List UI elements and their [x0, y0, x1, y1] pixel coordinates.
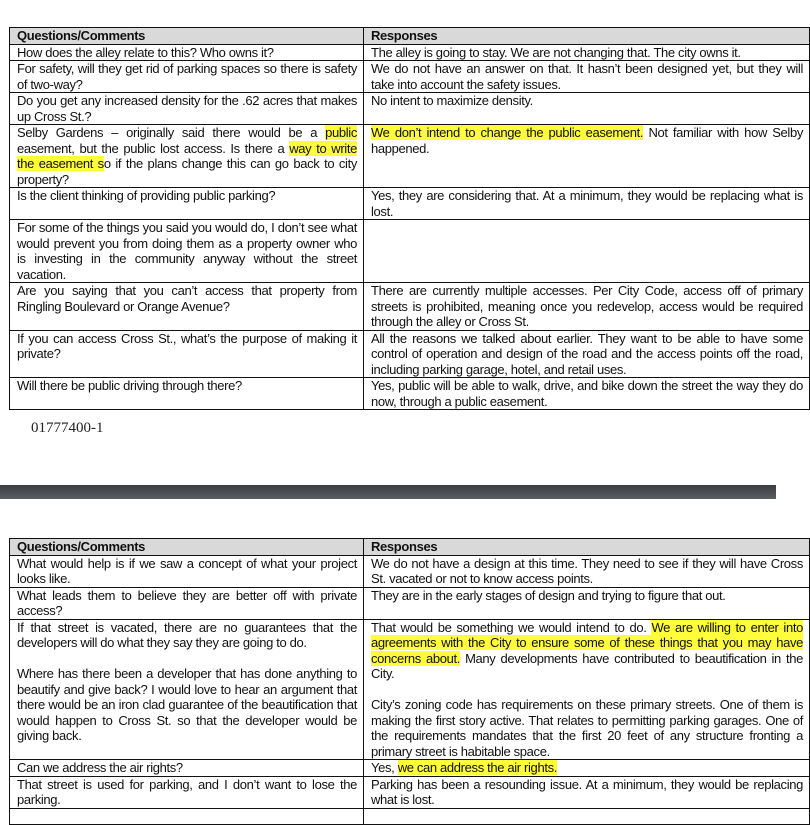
paragraph — [371, 220, 803, 236]
response-cell — [364, 220, 810, 283]
paragraph — [17, 93, 357, 124]
question-cell — [10, 760, 364, 777]
paragraph — [17, 61, 357, 92]
question-cell — [10, 44, 364, 61]
table-row — [10, 619, 810, 760]
response-cell — [364, 125, 810, 188]
qa-table-page-1 — [9, 27, 810, 410]
highlighted-text: We are willing to enter into agreements with the City to ensure some of these things that you may have concerns about. — [371, 619, 803, 666]
paragraph — [371, 331, 803, 378]
text-segment: Will there be public driving through there? — [17, 378, 242, 393]
table-row — [10, 93, 810, 125]
text-segment: easement, but the public lost access. Is there a — [17, 140, 290, 156]
text-segment: If that street is vacated, there are no guarantees that the developers will do what they say they are going to do. — [17, 619, 357, 650]
response-cell — [364, 188, 810, 220]
paragraph — [371, 125, 803, 156]
response-cell — [364, 776, 810, 808]
text-segment: Not familiar with how Selby happened. — [371, 125, 804, 156]
text-segment: Yes, they are considering that. At a minimum, they would be replacing what is lost. — [371, 188, 803, 219]
table-row — [10, 776, 810, 808]
text-segment: There are currently multiple accesses. Per City Code, access off of primary streets is prohibited, meaning once you redevelop, access would be required through the alley or Cross St. — [371, 283, 803, 329]
response-cell — [364, 378, 810, 410]
text-segment: City’s zoning code has requirements on these primary streets. One of them is making the first story active. That relates to permitting parking garages. One of the requirements mandates that the first 20 feet of any structure fronting a primary street is habitable space. — [371, 697, 803, 759]
table-row — [10, 587, 810, 619]
cut-off-cell — [10, 808, 364, 825]
paragraph — [17, 620, 357, 651]
text-segment: All the reasons we talked about earlier. They want to be able to have some control of operation and design of the road and the access points off the road, including parking garage, hotel, and retail uses. — [371, 330, 803, 377]
paragraph — [17, 188, 357, 204]
response-cell — [364, 587, 810, 619]
text-segment: That street is used for parking, and I don’t want to lose the parking. — [17, 776, 357, 807]
table-row — [10, 283, 810, 331]
paragraph — [17, 220, 357, 282]
table-row — [10, 61, 810, 93]
question-cell — [10, 220, 364, 283]
text-segment: Is the client thinking of providing public parking? — [17, 188, 276, 203]
text-segment: Where has there been a developer that has done anything to beautify and give back? I would love to hear an argument that there would be an iron clad guarantee of the beautification that would happen to Cross St. so that the developer would be giving back. — [17, 666, 357, 743]
table-row — [10, 330, 810, 378]
paragraph — [371, 188, 803, 219]
question-cell — [10, 587, 364, 619]
question-cell — [10, 619, 364, 760]
text-segment: The alley is going to stay. We are not changing that. The city owns it. — [371, 44, 741, 60]
response-cell — [364, 93, 810, 125]
question-cell — [10, 330, 364, 378]
text-segment: Yes, public will be able to walk, drive, and bike down the street the way they do now, through a public easement. — [371, 378, 803, 409]
text-segment: If you can access Cross St., what’s the purpose of making it private? — [17, 330, 357, 361]
header-row — [10, 539, 810, 556]
response-cell — [364, 619, 810, 760]
paragraph — [17, 45, 357, 61]
question-cell — [10, 283, 364, 331]
table-row — [10, 378, 810, 410]
text-segment: What leads them to believe they are better off with private access? — [17, 587, 357, 618]
paragraph — [371, 283, 803, 330]
question-cell — [10, 125, 364, 188]
question-cell — [10, 93, 364, 125]
paragraph — [371, 697, 803, 759]
question-cell — [10, 188, 364, 220]
text-segment: No intent to maximize density. — [371, 93, 533, 108]
question-cell — [10, 61, 364, 93]
paragraph — [371, 378, 803, 409]
highlighted-text: We don’t intend to change the public easement. — [371, 125, 644, 140]
table-row — [10, 760, 810, 777]
text-segment: Selby Gardens – originally said there would be a — [17, 125, 326, 140]
paragraph — [371, 620, 803, 682]
response-cell — [364, 44, 810, 61]
text-segment: For safety, will they get rid of parking spaces so there is safety of two-way? — [17, 61, 357, 92]
highlighted-text: we can address the air rights. — [397, 760, 557, 775]
qa-table-page-2 — [9, 538, 810, 825]
table-row — [10, 125, 810, 188]
response-cell — [364, 555, 810, 587]
text-segment: Are you saying that you can’t access that property from Ringling Boulevard or Orange Avenue? — [17, 283, 357, 314]
table-row — [10, 44, 810, 61]
text-segment: For some of the things you said you would do, I don’t see what would prevent you from doing them as a property owner who is investing in the community anyway without the street vacation. — [17, 220, 357, 282]
paragraph — [17, 588, 357, 619]
table-row-cut-off — [10, 808, 810, 825]
question-cell — [10, 776, 364, 808]
paragraph — [17, 556, 357, 587]
question-cell — [10, 378, 364, 410]
text-segment: What would help is if we saw a concept of what your project looks like. — [17, 555, 357, 586]
cut-off-cell — [364, 808, 810, 825]
document-page-2 — [0, 499, 803, 823]
paragraph — [17, 378, 357, 394]
document-id: 01777400-1 — [31, 420, 104, 436]
paragraph — [371, 93, 803, 109]
text-segment: o if the plans change this can go back to city property? — [17, 156, 357, 187]
header-responses: Responses — [364, 28, 810, 45]
paragraph — [17, 777, 357, 808]
table-row — [10, 555, 810, 587]
paragraph — [17, 760, 357, 776]
highlighted-text: way to write the easement s — [17, 140, 357, 171]
response-cell — [364, 61, 810, 93]
header-questions: Questions/Comments — [10, 539, 364, 556]
response-cell — [364, 760, 810, 777]
paragraph — [371, 45, 803, 61]
response-cell — [364, 283, 810, 331]
text-segment: Many developments have contributed to beautification in the City. — [371, 650, 803, 681]
text-segment: How does the alley relate to this? Who owns it? — [17, 44, 274, 60]
header-row — [10, 28, 810, 45]
table-row — [10, 220, 810, 283]
text-segment: We do not have an answer on that. It hasn’t been designed yet, but they will take into account the safety issues. — [371, 61, 803, 92]
text-segment: Do you get any increased density for the .62 acres that makes up Cross St.? — [17, 93, 357, 124]
text-segment: Can we address the air rights? — [17, 760, 183, 775]
highlighted-text: public — [325, 125, 357, 140]
text-segment: We do not have a design at this time. They need to see if they will have Cross St. vacated or not to know access points. — [371, 555, 803, 586]
text-segment: Parking has been a resounding issue. At a minimum, they would be replacing what is lost. — [371, 776, 803, 807]
question-cell — [10, 555, 364, 587]
header-questions: Questions/Comments — [10, 28, 364, 45]
paragraph — [371, 588, 803, 604]
text-segment: Yes, — [371, 760, 398, 775]
paragraph — [371, 777, 803, 808]
text-segment: That would be something we would intend to do. — [371, 619, 652, 635]
paragraph — [17, 125, 357, 187]
paragraph — [371, 760, 803, 776]
paragraph — [371, 556, 803, 587]
paragraph — [17, 331, 357, 362]
paragraph — [371, 61, 803, 92]
page-separator — [0, 485, 776, 499]
table-row — [10, 188, 810, 220]
paragraph — [17, 283, 357, 314]
text-segment: They are in the early stages of design and trying to figure that out. — [371, 587, 726, 603]
paragraph — [17, 666, 357, 744]
response-cell — [364, 330, 810, 378]
header-responses: Responses — [364, 539, 810, 556]
